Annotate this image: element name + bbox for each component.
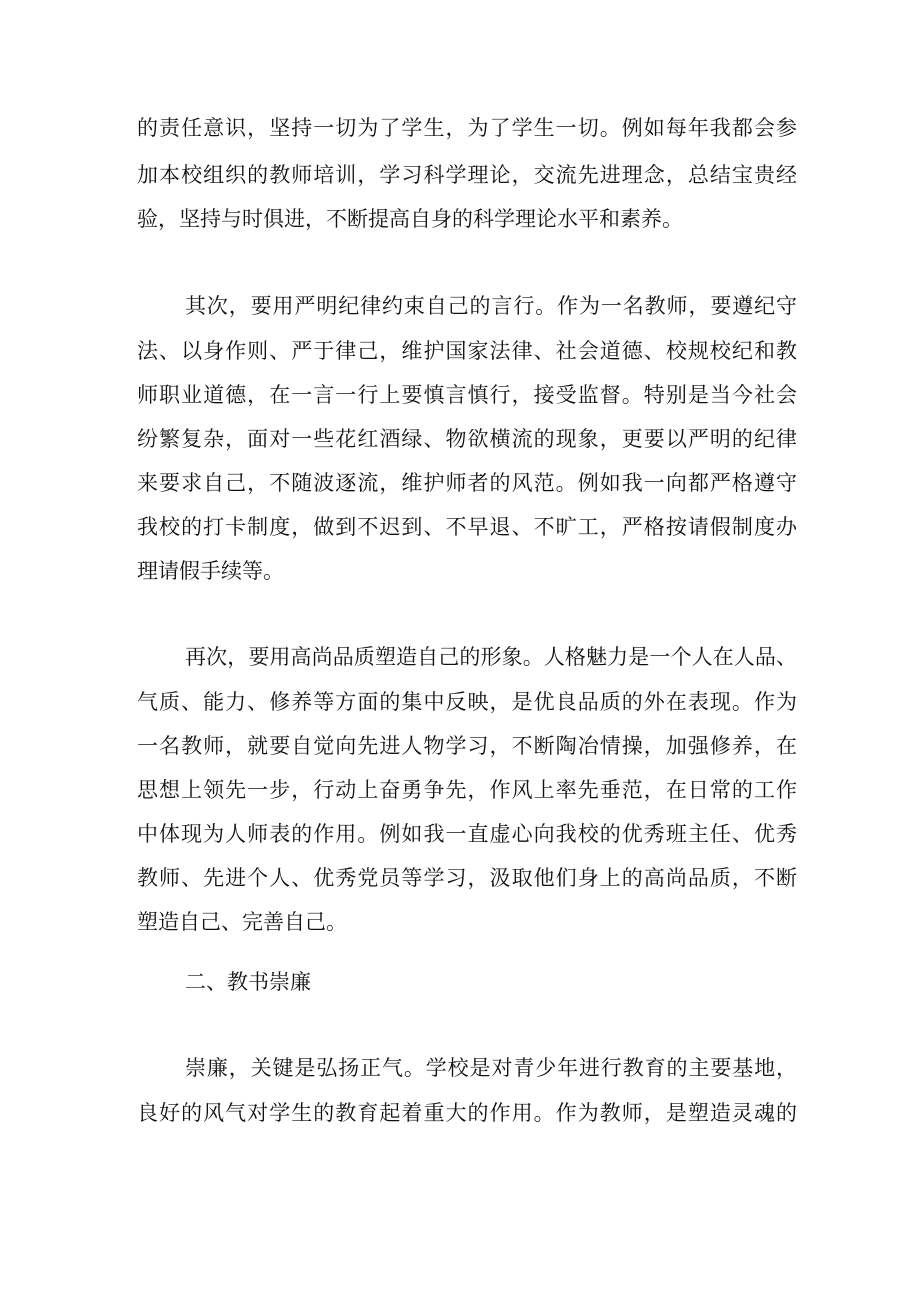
text-line: 验，坚持与时俱进，不断提高自身的科学理论水平和素养。 <box>137 207 683 231</box>
text-line: 我校的打卡制度，做到不迟到、不早退、不旷工，严格按请假制度办 <box>137 515 797 539</box>
text-line: 一名教师，就要自觉向先进人物学习，不断陶冶情操，加强修养，在 <box>137 734 797 758</box>
paragraph-first-line: 再次，要用高尚品质塑造自己的形象。人格魅力是一个人在人品、 <box>185 645 797 669</box>
text-line: 师职业道德，在一言一行上要慎言慎行，接受监督。特别是当今社会 <box>137 383 797 407</box>
text-line: 的责任意识，坚持一切为了学生，为了学生一切。例如每年我都会参 <box>137 116 797 140</box>
text-line: 塑造自己、完善自己。 <box>137 910 347 934</box>
text-line: 纷繁复杂，面对一些花红酒绿、物欲横流的现象，更要以严明的纪律 <box>137 427 797 451</box>
paragraph-first-line: 崇廉，关键是弘扬正气。学校是对青少年进行教育的主要基地， <box>185 1056 797 1080</box>
text-line: 中体现为人师表的作用。例如我一直虚心向我校的优秀班主任、优秀 <box>137 822 797 846</box>
text-line: 来要求自己，不随波逐流，维护师者的风范。例如我一向都严格遵守 <box>137 471 797 495</box>
section-heading: 二、教书崇廉 <box>185 970 311 994</box>
text-line: 法、以身作则、严于律己，维护国家法律、社会道德、校规校纪和教 <box>137 339 797 363</box>
text-line: 气质、能力、修养等方面的集中反映，是优良品质的外在表现。作为 <box>137 690 797 714</box>
paragraph-first-line: 其次，要用严明纪律约束自己的言行。作为一名教师，要遵纪守 <box>185 294 797 318</box>
text-line: 教师、先进个人、优秀党员等学习，汲取他们身上的高尚品质，不断 <box>137 866 797 890</box>
text-line: 思想上领先一步，行动上奋勇争先，作风上率先垂范，在日常的工作 <box>137 778 797 802</box>
text-line: 加本校组织的教师培训，学习科学理论，交流先进理念，总结宝贵经 <box>137 163 797 187</box>
text-line: 良好的风气对学生的教育起着重大的作用。作为教师，是塑造灵魂的 <box>137 1101 797 1125</box>
text-line: 理请假手续等。 <box>137 559 284 583</box>
